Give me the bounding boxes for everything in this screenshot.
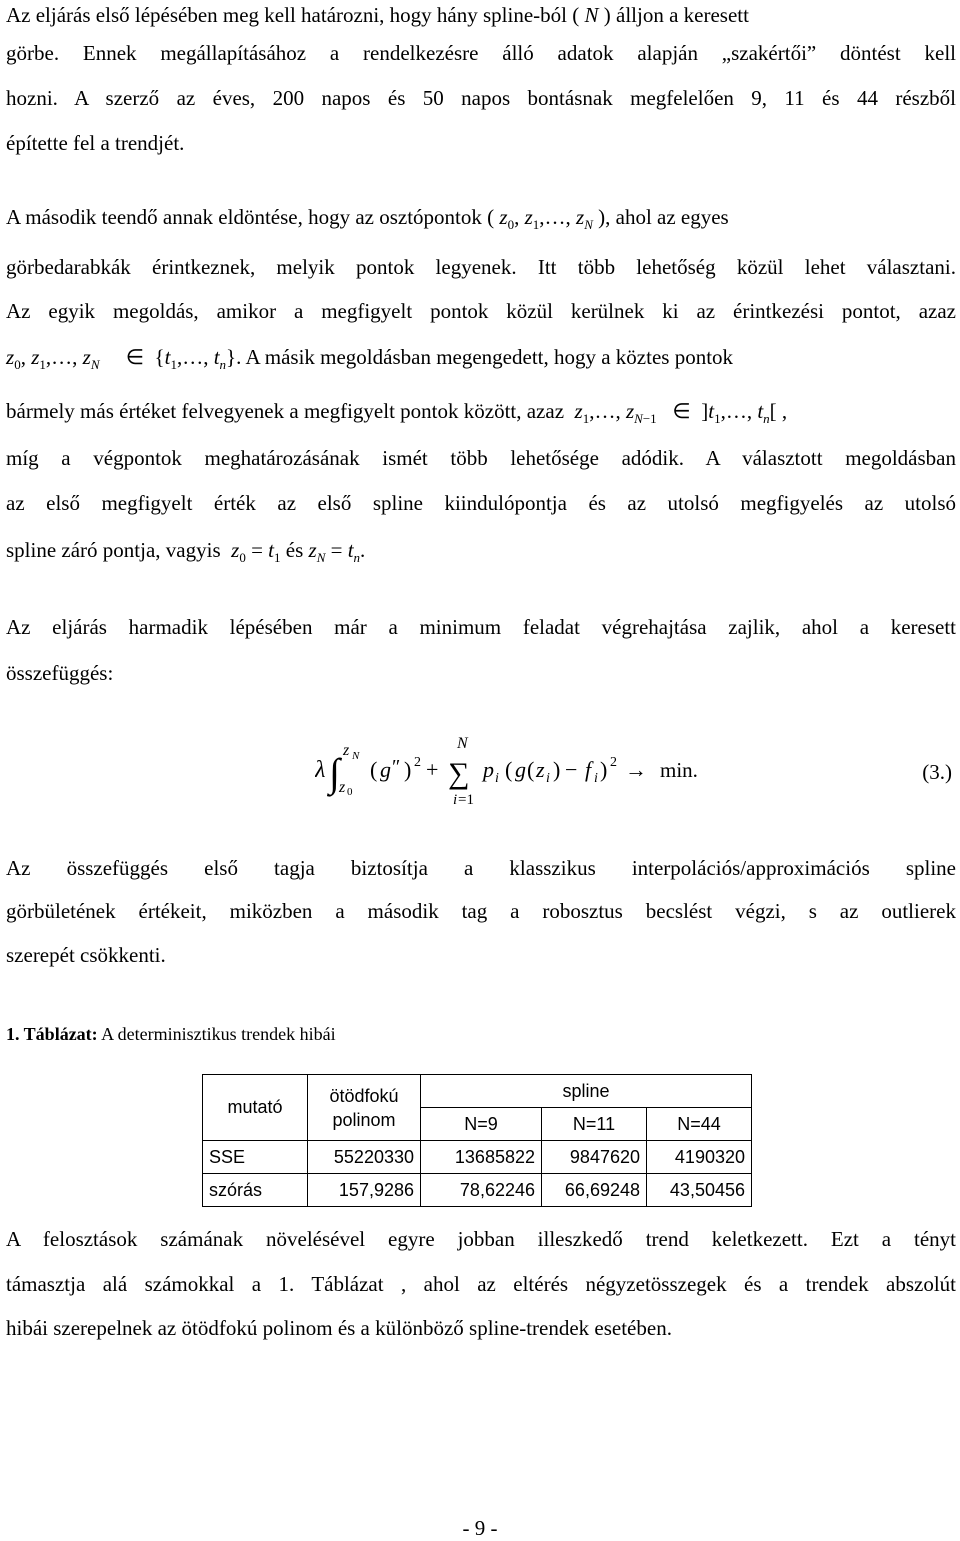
svg-text:λ: λ — [315, 757, 326, 783]
svg-text:i: i — [546, 771, 550, 786]
svg-text:): ) — [600, 757, 608, 782]
para1-line3: hozni. A szerző az éves, 200 napos és 50 napos bontásnak megfelelően 9, 11 és 44 részből — [6, 86, 956, 110]
text: bármely más értéket felvegyenek a megfigyelt pontok között, azaz — [6, 399, 565, 423]
cell-poly: 55220330 — [308, 1141, 421, 1174]
para5-line3: hibái szerepelnek az ötödfokú polinom és a különböző spline-trendek esetében. — [6, 1316, 672, 1340]
svg-text:z: z — [343, 742, 350, 759]
para2-line5 — [6, 396, 956, 426]
para5-line2: támasztja alá számokkal a 1. Táblázat , ahol az eltérés négyzetösszegek és a trendek abszolút — [6, 1272, 956, 1296]
table-caption — [6, 1024, 336, 1045]
equation-formula — [315, 728, 735, 818]
svg-text:f: f — [585, 757, 592, 782]
para4-line3: szerepét csökkenti. — [6, 943, 166, 967]
svg-text:g: g — [515, 757, 526, 782]
table-row — [203, 1174, 752, 1207]
svg-text:(: ( — [370, 757, 378, 782]
svg-text:N: N — [352, 750, 360, 762]
text: Az eljárás első lépésében meg kell határozni, hogy hány spline-ból ( — [6, 3, 580, 27]
para2-line7: az első megfigyelt érték az első spline kiindulópontja és az utolsó megfigyelés az utolsó — [6, 491, 956, 515]
cell-n11: 66,69248 — [542, 1174, 647, 1207]
svg-text:0: 0 — [347, 786, 353, 798]
svg-text:+: + — [426, 757, 439, 782]
cell-n44: 4190320 — [647, 1141, 752, 1174]
math-z-sequence: $z_0$, $z_1,\dots$, $z_N$ — [499, 205, 593, 232]
svg-text:(: ( — [505, 757, 513, 782]
row-label: szórás — [203, 1174, 308, 1207]
cell-n9: 78,62246 — [421, 1174, 542, 1207]
table-header-row — [203, 1075, 752, 1108]
svg-text:∫: ∫ — [329, 750, 340, 795]
text: spline záró pontja, vagyis — [6, 538, 221, 562]
text: és — [285, 538, 304, 562]
svg-text:z: z — [339, 779, 346, 796]
svg-text:−: − — [565, 757, 578, 782]
para4-line2: görbületének értékeit, miközben a második tag a robosztus becslést végzi, s az outlierek — [6, 899, 956, 923]
svg-text:2: 2 — [414, 755, 421, 770]
svg-text:∑: ∑ — [448, 757, 470, 790]
para3-line2: összefüggés: — [6, 661, 114, 685]
para2-line4 — [6, 342, 956, 372]
svg-text:(: ( — [527, 757, 535, 782]
math-set-membership: $z_0$, $z_1,\dots$, $z_N$ ∈ {$t_1,\dots$, $t_n$} — [6, 345, 237, 372]
svg-text:2: 2 — [610, 755, 617, 770]
cell-n44: 43,50456 — [647, 1174, 752, 1207]
para2-line6: míg a végpontok meghatározásának ismét több lehetősége adódik. A választott megoldásban — [6, 446, 956, 470]
header-polinom: ötödfokú polinom — [308, 1075, 421, 1141]
math-interval: $z_1,\dots$, $z_{N-1}$ ∈ ]$t_1,\dots$, $t_n$[ , — [574, 399, 788, 426]
para2-line2: görbedarabkák érintkeznek, melyik pontok legyenek. Itt több lehetőség közül lehet választani. — [6, 255, 956, 279]
para2-line8 — [6, 535, 956, 565]
svg-text:i: i — [594, 771, 598, 786]
para1-line4: építette fel a trendjét. — [6, 131, 185, 155]
para2-line1 — [6, 202, 956, 232]
cell-n11: 9847620 — [542, 1141, 647, 1174]
svg-text:): ) — [404, 757, 412, 782]
text: ), ahol az egyes — [598, 205, 729, 229]
svg-text:N: N — [457, 735, 468, 752]
math-var: N — [584, 3, 599, 27]
header-n11: N=11 — [542, 1108, 647, 1141]
min-label: min. — [660, 758, 698, 782]
math-zN: $z_N = t_n$. — [308, 538, 366, 565]
para1-line2: görbe. Ennek megállapításához a rendelkezésre álló adatok alapján „szakértői” döntést kell — [6, 41, 956, 65]
text: ) álljon a keresett — [603, 3, 749, 27]
page-number: - 9 - — [462, 1516, 498, 1540]
para5-line1: A felosztások számának növelésével egyre jobban illeszkedő trend keletkezett. Ezt a tényt — [6, 1227, 956, 1251]
svg-text:→: → — [625, 757, 647, 782]
header-n9: N=9 — [421, 1108, 542, 1141]
para3-line1: Az eljárás harmadik lépésében már a minimum feladat végrehajtása zajlik, ahol a keresett — [6, 615, 956, 639]
text: . A másik megoldásban megengedett, hogy a köztes pontok — [236, 345, 734, 369]
caption-text: A determinisztikus trendek hibái — [97, 1024, 336, 1044]
cell-poly: 157,9286 — [308, 1174, 421, 1207]
para4-line1: Az összefüggés első tagja biztosítja a klasszikus interpolációs/approximációs spline — [6, 856, 956, 880]
svg-text:i: i — [495, 771, 499, 786]
caption-label: 1. Táblázat: — [6, 1024, 98, 1044]
header-spline: spline — [421, 1075, 752, 1108]
row-label: SSE — [203, 1141, 308, 1174]
svg-text:=1: =1 — [458, 792, 474, 808]
para1-line1 — [6, 0, 956, 30]
header-n44: N=44 — [647, 1108, 752, 1141]
svg-text:g: g — [380, 757, 391, 782]
equation-number: (3.) — [922, 760, 952, 784]
error-table — [202, 1074, 752, 1207]
math-z0: $z_0 = t_1$ — [231, 538, 281, 565]
svg-text:″: ″ — [392, 756, 401, 778]
svg-text:z: z — [536, 757, 545, 782]
para2-line3: Az egyik megoldás, amikor a megfigyelt pontok közül kerülnek ki az érintkezési pontot, azaz — [6, 299, 956, 323]
svg-text:p: p — [483, 757, 494, 782]
equation-3 — [0, 728, 960, 818]
table-row — [203, 1141, 752, 1174]
svg-text:i: i — [453, 792, 458, 808]
text: A második teendő annak eldöntése, hogy az osztópontok ( — [6, 205, 495, 229]
header-mutato: mutató — [203, 1075, 308, 1141]
svg-text:): ) — [553, 757, 561, 782]
cell-n9: 13685822 — [421, 1141, 542, 1174]
